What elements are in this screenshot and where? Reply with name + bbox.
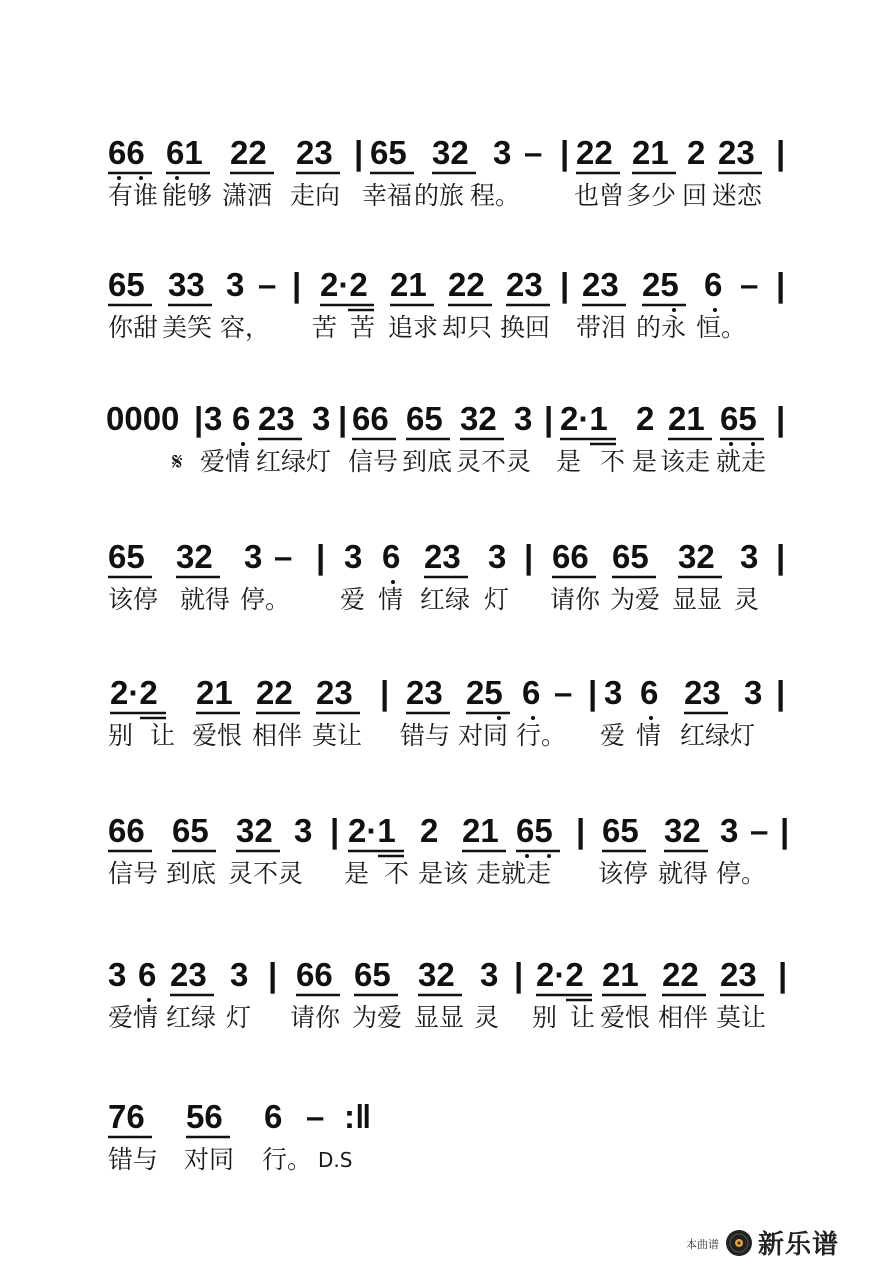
lyric: 灯 (226, 1003, 252, 1032)
lyric: 也曾 (574, 181, 625, 210)
lyric: 停。 (716, 859, 767, 888)
lyric-line (0, 446, 888, 478)
lyric: 的永 (636, 313, 687, 342)
note: 76 (108, 1098, 145, 1135)
footer-watermark (680, 1222, 880, 1262)
note: 3 (230, 956, 249, 993)
note: 22 (230, 134, 267, 171)
lyric: 走就走 (476, 859, 552, 888)
lyric: 红绿灯 (680, 721, 756, 750)
lyric: 的旅 (414, 181, 465, 210)
lyric: 灵 (474, 1003, 500, 1032)
note: 61 (166, 134, 203, 171)
barline: | (588, 674, 598, 711)
lyric: 容， (220, 313, 271, 342)
note: 6 (640, 674, 659, 711)
lyric: 别 (108, 721, 134, 750)
barline: | (776, 674, 786, 711)
note: 65 (172, 812, 209, 849)
note: 23 (506, 266, 543, 303)
barline: | (544, 400, 554, 437)
note: 22 (662, 956, 699, 993)
dash: – (554, 674, 573, 711)
lyric: 信号 (108, 859, 159, 888)
lyric: 美笑 (162, 313, 213, 342)
lyric: 错与 (108, 1145, 159, 1174)
note: 65 (516, 812, 553, 849)
lyric: 不 (600, 447, 626, 476)
note: 66 (552, 538, 589, 575)
lyric: 情 (636, 721, 662, 750)
lyric: 换回 (500, 313, 551, 342)
note: 21 (462, 812, 499, 849)
dash: – (524, 134, 543, 171)
note: 23 (258, 400, 295, 437)
lyric: 多少 (626, 181, 677, 210)
lyric: 苦 (312, 313, 338, 342)
barline: | (778, 956, 788, 993)
lyric: 莫让 (312, 721, 363, 750)
note: 3 (493, 134, 512, 171)
note: 23 (582, 266, 619, 303)
note: 3 (480, 956, 499, 993)
note: 65 (108, 538, 145, 575)
barline: | (292, 266, 302, 303)
lyric-line (0, 1002, 888, 1034)
note: 23 (296, 134, 333, 171)
note: 2 (687, 134, 706, 171)
note: 65 (354, 956, 391, 993)
lyric: 苦 (350, 313, 376, 342)
note: 65 (108, 266, 145, 303)
lyric: 不 (384, 859, 410, 888)
lyric: 该停 (108, 585, 159, 614)
lyric: 潇洒 (222, 181, 273, 210)
lyric: 让 (570, 1003, 596, 1032)
note: 6 (264, 1098, 283, 1135)
note: 6 (704, 266, 723, 303)
lyric: 相伴 (252, 721, 303, 750)
note: 3 (108, 956, 127, 993)
lyric: 灯 (484, 585, 510, 614)
note: 23 (424, 538, 461, 575)
note: 3 (226, 266, 245, 303)
lyric: 是该 (418, 859, 469, 888)
lyric: 对同 (458, 721, 509, 750)
lyric: 是 (556, 447, 582, 476)
note: 65 (720, 400, 757, 437)
lyric: 恒。 (696, 313, 747, 342)
lyric: 为爱 (610, 585, 661, 614)
note: 6 (138, 956, 157, 993)
lyric: 就走 (716, 447, 767, 476)
note: 3 (740, 538, 759, 575)
lyric: 请你 (550, 585, 601, 614)
lyric: 行。 (516, 721, 567, 750)
note: 56 (186, 1098, 223, 1135)
lyric: 到底 (402, 447, 453, 476)
note: 21 (668, 400, 705, 437)
lyric: 爱 (600, 721, 626, 750)
dash: – (274, 538, 293, 575)
note: 25 (642, 266, 679, 303)
lyric: 对同 (184, 1145, 235, 1174)
note: 3 (604, 674, 623, 711)
note: 3 (720, 812, 739, 849)
note: 2 (636, 400, 655, 437)
note: 6 (232, 400, 251, 437)
lyric: 程。 (470, 181, 521, 210)
note: 6 (382, 538, 401, 575)
barline: | (268, 956, 278, 993)
barline: | (576, 812, 586, 849)
barline: | (194, 400, 204, 437)
lyric-line (0, 858, 888, 890)
note: 2·1 (348, 812, 396, 849)
lyric: 爱恨 (192, 721, 243, 750)
lyric: 却只 (442, 313, 493, 342)
lyric: 爱恨 (600, 1003, 651, 1032)
lyric-line (0, 312, 888, 344)
barline: | (780, 812, 790, 849)
note: 66 (108, 812, 145, 849)
note: 3 (488, 538, 507, 575)
note: 23 (720, 956, 757, 993)
note: 33 (168, 266, 205, 303)
lyric: 走向 (290, 181, 341, 210)
lyric: 红绿 (420, 585, 471, 614)
note: 23 (406, 674, 443, 711)
barline: | (514, 956, 524, 993)
lyric: 你甜 (108, 313, 159, 342)
record-disc-icon (724, 1228, 754, 1258)
note: 0000 (106, 400, 180, 437)
barline: | (354, 134, 364, 171)
lyric: 该停 (598, 859, 649, 888)
note: 23 (316, 674, 353, 711)
lyric: 爱情 (200, 447, 251, 476)
lyric: 就得 (180, 585, 231, 614)
note: 32 (418, 956, 455, 993)
segno-sign: 𝄋 (172, 447, 183, 476)
dash: – (306, 1098, 325, 1135)
note: 2·2 (110, 674, 158, 711)
lyric: 爱情 (108, 1003, 159, 1032)
note: 3 (294, 812, 313, 849)
note: 65 (370, 134, 407, 171)
dal-segno-text: D.S (318, 1148, 353, 1172)
note: 65 (602, 812, 639, 849)
note: 66 (352, 400, 389, 437)
lyric: 信号 (348, 447, 399, 476)
lyric: 请你 (290, 1003, 341, 1032)
lyric: 错与 (400, 721, 451, 750)
lyric: 显显 (672, 585, 723, 614)
note: 3 (312, 400, 331, 437)
note: 66 (296, 956, 333, 993)
lyric: 为爱 (352, 1003, 403, 1032)
note: 2·1 (560, 400, 608, 437)
lyric: 别 (532, 1003, 558, 1032)
note: 23 (718, 134, 755, 171)
lyric: 莫让 (716, 1003, 767, 1032)
lyric: 爱 (340, 585, 366, 614)
note: 3 (744, 674, 763, 711)
lyric: 灵 (734, 585, 760, 614)
footer-caption: 本曲谱 (686, 1238, 719, 1251)
lyric: 让 (150, 721, 176, 750)
lyric: 停。 (240, 585, 291, 614)
note: 22 (576, 134, 613, 171)
lyric: 迷恋 (712, 181, 763, 210)
note: 32 (664, 812, 701, 849)
note: 25 (466, 674, 503, 711)
lyric: 追求 (388, 313, 439, 342)
note: 6 (522, 674, 541, 711)
note: 22 (256, 674, 293, 711)
note: 32 (460, 400, 497, 437)
note: 66 (108, 134, 145, 171)
lyric: 有谁 (108, 181, 159, 210)
lyric: 显显 (414, 1003, 465, 1032)
lyric: 到底 (166, 859, 217, 888)
barline: | (776, 134, 786, 171)
note: 32 (678, 538, 715, 575)
note: 3 (344, 538, 363, 575)
barline: | (560, 134, 570, 171)
lyric: 回 (682, 181, 708, 210)
barline: | (776, 266, 786, 303)
note: 3 (204, 400, 223, 437)
lyric: 行。 (262, 1145, 313, 1174)
lyric: 灵不灵 (228, 859, 304, 888)
lyric: 情 (378, 585, 404, 614)
brand-name: 新乐谱 (758, 1230, 840, 1260)
barline: | (316, 538, 326, 575)
note: 32 (176, 538, 213, 575)
note: 22 (448, 266, 485, 303)
note: 21 (390, 266, 427, 303)
note: 23 (684, 674, 721, 711)
note: 3 (514, 400, 533, 437)
note: 21 (196, 674, 233, 711)
barline: | (338, 400, 348, 437)
lyric: 相伴 (658, 1003, 709, 1032)
lyric: 能够 (162, 181, 213, 210)
note: 65 (612, 538, 649, 575)
note: 2 (420, 812, 439, 849)
barline: | (524, 538, 534, 575)
lyric: 红绿灯 (256, 447, 332, 476)
dash: – (750, 812, 769, 849)
note: 2·2 (536, 956, 584, 993)
dash: – (740, 266, 759, 303)
lyric: 该走 (660, 447, 711, 476)
note: 65 (406, 400, 443, 437)
note: 23 (170, 956, 207, 993)
note: 32 (236, 812, 273, 849)
lyric-line (0, 720, 888, 752)
lyric-line (0, 1144, 888, 1176)
note: 21 (602, 956, 639, 993)
lyric: 带泪 (576, 313, 627, 342)
dash: – (258, 266, 277, 303)
note: 3 (244, 538, 263, 575)
note: 32 (432, 134, 469, 171)
barline: | (330, 812, 340, 849)
lyric: 红绿 (166, 1003, 217, 1032)
lyric-line (0, 180, 888, 212)
repeat-end-barline: :‖ (344, 1098, 372, 1135)
lyric: 是 (344, 859, 370, 888)
lyric: 灵不灵 (456, 447, 532, 476)
barline: | (560, 266, 570, 303)
barline: | (380, 674, 390, 711)
barline: | (776, 538, 786, 575)
lyric: 就得 (658, 859, 709, 888)
lyric: 幸福 (362, 181, 413, 210)
note: 2·2 (320, 266, 368, 303)
lyric: 是 (632, 447, 658, 476)
note: 21 (632, 134, 669, 171)
barline: | (776, 400, 786, 437)
lyric-line (0, 584, 888, 616)
